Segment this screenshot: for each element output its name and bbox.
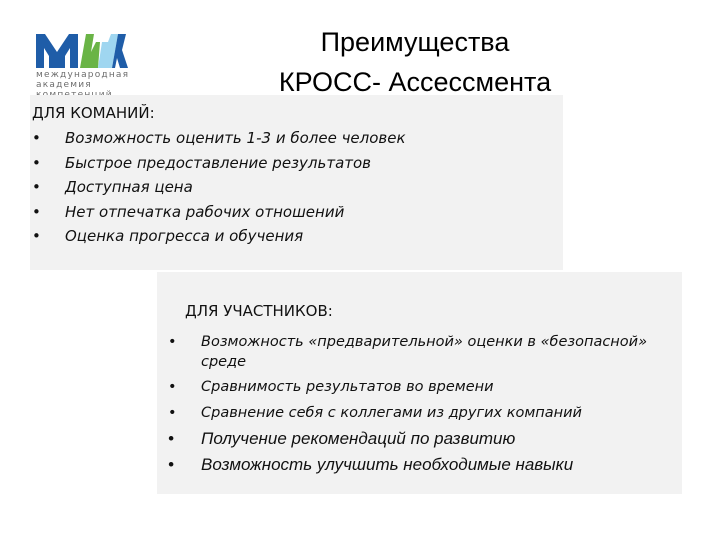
list-item bbox=[168, 375, 647, 401]
list-item-text: Возможность «предварительной» оценки в «безопасной» bbox=[201, 334, 648, 350]
list-item bbox=[32, 200, 406, 225]
list-item bbox=[168, 452, 647, 478]
bullet-icon: • bbox=[32, 227, 41, 245]
list-item-text: Получение рекомендаций по развитию bbox=[201, 429, 516, 448]
bullet-icon: • bbox=[168, 454, 174, 474]
logo-text-line-1: международная bbox=[36, 70, 130, 80]
participants-list bbox=[168, 330, 647, 477]
bullet-icon: • bbox=[168, 334, 177, 350]
list-item bbox=[32, 175, 406, 200]
bullet-icon: • bbox=[168, 429, 174, 448]
companies-heading: ДЛЯ КОМАНИЙ: bbox=[32, 104, 155, 122]
participants-heading: ДЛЯ УЧАСТНИКОВ: bbox=[185, 302, 333, 320]
bullet-icon: • bbox=[168, 404, 177, 421]
list-item-text: Быстрое предоставление результатов bbox=[65, 153, 372, 172]
bullet-icon: • bbox=[32, 202, 41, 221]
list-item-text-continued: среде bbox=[201, 353, 247, 370]
list-item-text: Оценка прогресса и обучения bbox=[65, 227, 304, 245]
logo-mark-icon bbox=[36, 32, 128, 68]
bullet-icon: • bbox=[32, 129, 41, 147]
logo-text-line-2: академия bbox=[36, 80, 92, 90]
title-line-1: Преимущества bbox=[320, 27, 510, 57]
list-item bbox=[32, 224, 406, 249]
list-item-text: Сравнение себя с коллегами из других компаний bbox=[201, 404, 582, 421]
list-item-text: Нет отпечатка рабочих отношений bbox=[65, 202, 345, 221]
companies-list bbox=[32, 126, 406, 249]
bullet-icon: • bbox=[32, 178, 41, 196]
list-item bbox=[168, 426, 647, 452]
page-title bbox=[240, 22, 590, 102]
list-item-text: Возможность улучшить необходимые навыки bbox=[201, 454, 574, 474]
title-line-2: КРОСС- Ассессмента bbox=[278, 67, 552, 97]
list-item bbox=[168, 330, 647, 375]
list-item bbox=[168, 401, 647, 427]
list-item-text: Доступная цена bbox=[65, 178, 193, 196]
company-logo bbox=[30, 28, 136, 100]
list-item-text: Возможность оценить 1-3 и более человек bbox=[65, 129, 406, 147]
bullet-icon: • bbox=[32, 153, 41, 172]
list-item-text: Сравнимость результатов во времени bbox=[201, 379, 494, 395]
list-item bbox=[32, 126, 406, 151]
bullet-icon: • bbox=[168, 379, 177, 395]
list-item bbox=[32, 151, 406, 176]
